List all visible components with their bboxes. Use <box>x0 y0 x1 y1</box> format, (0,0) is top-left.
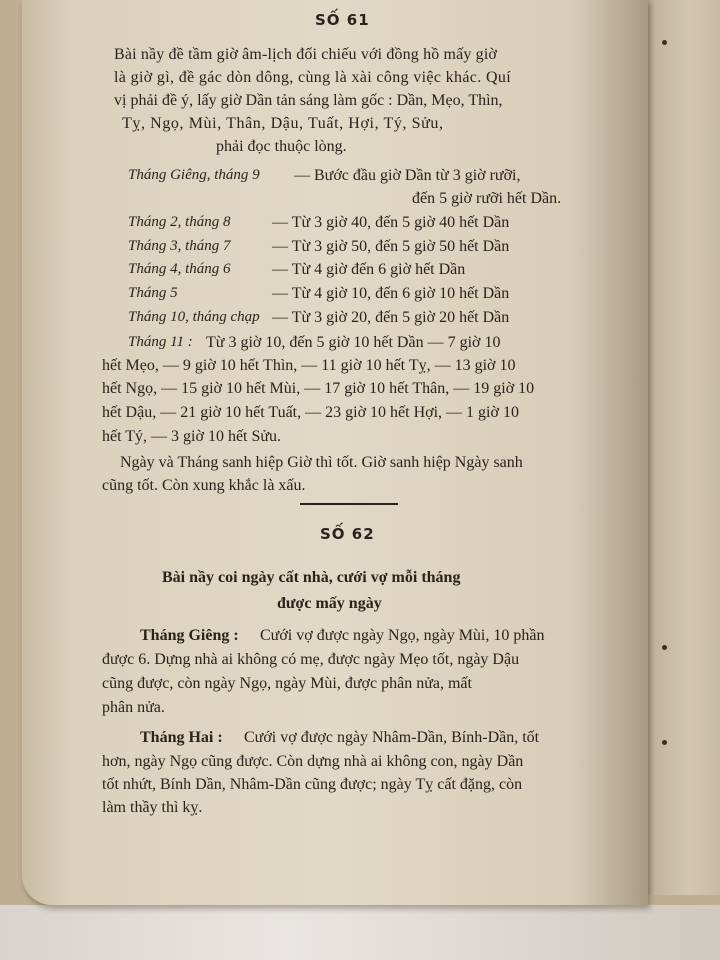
month-desc: — Từ 4 giờ đến 6 giờ hết Dần <box>272 261 466 278</box>
month-label: Tháng 4, tháng 6 <box>128 261 231 277</box>
intro-line: Bài nầy đề tầm giờ âm-lịch đối chiếu với đồng hồ mấy giờ <box>114 46 498 63</box>
paragraph-label: Tháng Hai : <box>140 729 223 746</box>
month-desc: — Từ 4 giờ 10, đến 6 giờ 10 hết Dần <box>272 285 510 302</box>
intro-line: phải đọc thuộc lòng. <box>216 138 347 155</box>
section-62-title: SỐ 62 <box>320 525 375 543</box>
month-11-line: Từ 3 giờ 10, đến 5 giờ 10 hết Dần — 7 giờ 10 <box>206 334 501 351</box>
paragraph-line: Cưới vợ được ngày Nhâm-Dần, Bính-Dần, tốt <box>244 729 540 746</box>
paragraph-line: Cưới vợ được ngày Ngọ, ngày Mùi, 10 phần <box>260 627 545 644</box>
section-62-subtitle: được mấy ngày <box>277 595 382 612</box>
month-11-line: hết Tý, — 3 giờ 10 hết Sửu. <box>102 428 282 445</box>
book-page <box>22 0 648 905</box>
paragraph-line: phân nửa. <box>102 699 165 716</box>
month-label: Tháng Giêng, tháng 9 <box>128 167 260 183</box>
closing-line: cũng tốt. Còn xung khắc là xấu. <box>102 477 306 494</box>
month-11-line: hết Dậu, — 21 giờ 10 hết Tuất, — 23 giờ 10 hết Hợi, — 1 giờ 10 <box>102 404 519 421</box>
month-label: Tháng 2, tháng 8 <box>128 214 231 230</box>
binding-hole <box>662 645 667 650</box>
section-62-subtitle: Bài nầy coi ngày cất nhà, cưới vợ mỗi tháng <box>162 569 461 586</box>
month-11-label: Tháng 11 : <box>128 334 193 350</box>
month-label: Tháng 5 <box>128 285 178 301</box>
paragraph-line: hơn, ngày Ngọ cũng được. Còn dựng nhà ai không con, ngày Dần <box>102 753 524 770</box>
month-desc: — Bước đầu giờ Dần từ 3 giờ rưỡi, <box>294 167 521 184</box>
month-desc: — Từ 3 giờ 20, đến 5 giờ 20 hết Dần <box>272 309 510 326</box>
intro-line: vị phải đề ý, lấy giờ Dần tản sáng làm gốc : Dần, Mẹo, Thìn, <box>114 92 503 109</box>
paragraph-line: cũng được, còn ngày Ngọ, ngày Mùi, được phân nửa, mất <box>102 675 472 692</box>
month-label: Tháng 10, tháng chạp <box>128 309 260 325</box>
intro-line: Tỵ, Ngọ, Mùi, Thân, Dậu, Tuất, Hợi, Tý, Sửu, <box>122 115 444 132</box>
intro-line: là giờ gì, đề gác dòn dông, cùng là xài công việc khác. Quí <box>114 69 512 86</box>
paragraph-label: Tháng Giêng : <box>140 627 239 644</box>
month-11-line: hết Mẹo, — 9 giờ 10 hết Thìn, — 11 giờ 10 hết Tỵ, — 13 giờ 10 <box>102 357 516 374</box>
facing-page-edge <box>640 0 720 895</box>
section-divider <box>300 503 398 505</box>
month-desc-cont: đến 5 giờ rưỡi hết Dần. <box>412 190 562 207</box>
binding-hole <box>662 40 667 45</box>
paragraph-line: làm thầy thì kỵ. <box>102 799 203 816</box>
month-desc: — Từ 3 giờ 50, đến 5 giờ 50 hết Dần <box>272 238 510 255</box>
month-label: Tháng 3, tháng 7 <box>128 238 231 254</box>
closing-line: Ngày và Tháng sanh hiệp Giờ thì tốt. Giờ sanh hiệp Ngày sanh <box>120 454 523 471</box>
paragraph-line: được 6. Dựng nhà ai không có mẹ, được ngày Mẹo tốt, ngày Dậu <box>102 651 520 668</box>
binding-hole <box>662 740 667 745</box>
paragraph-line: tốt nhứt, Bính Dần, Nhâm-Dần cũng được; ngày Tỵ cất đặng, còn <box>102 776 523 793</box>
month-11-line: hết Ngọ, — 15 giờ 10 hết Mùi, — 17 giờ 10 hết Thân, — 19 giờ 10 <box>102 380 535 397</box>
section-61-title: SỐ 61 <box>315 11 370 29</box>
month-desc: — Từ 3 giờ 40, đến 5 giờ 40 hết Dần <box>272 214 510 231</box>
